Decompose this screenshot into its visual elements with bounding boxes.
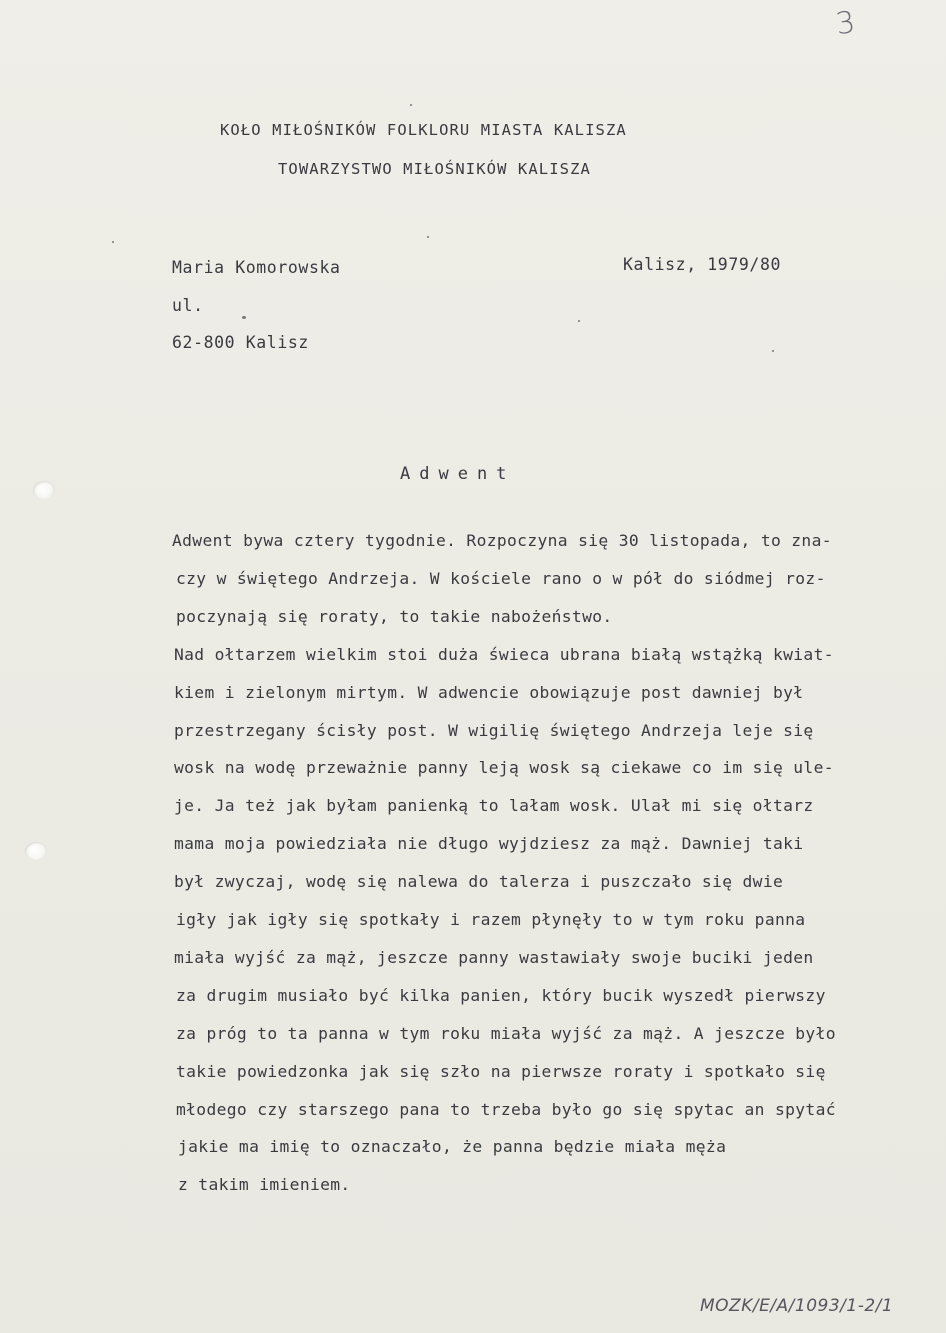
punch-hole [25,842,47,860]
body-line: kiem i zielonym mirtym. W adwencie obowiązuje post dawniej był [174,683,804,702]
body-line: Nad ołtarzem wielkim stoi duża świeca ubrana białą wstążką kwiat- [174,645,834,664]
body-line: czy w świętego Andrzeja. W kościele rano o w pół do siódmej roz- [176,569,826,588]
body-line: Adwent bywa cztery tygodnie. Rozpoczyna się 30 listopada, to zna- [172,531,832,550]
body-line: miała wyjść za mąż, jeszcze panny wastawiały swoje buciki jeden [174,948,814,967]
paper-speck [772,350,774,352]
paper-speck [427,236,429,238]
sender-street: ul. [172,296,204,315]
body-line: mama moja powiedziała nie długo wyjdziesz za mąż. Dawniej taki [174,834,804,853]
paper-speck [410,104,412,106]
document-date: Kalisz, 1979/80 [623,255,782,274]
body-line: za próg to ta panna w tym roku miała wyjść za mąż. A jeszcze było [176,1024,836,1043]
body-line: takie powiedzonka jak się szło na pierwsze roraty i spotkało się [176,1062,826,1081]
body-line: był zwyczaj, wodę się nalewa do talerza i puszczało się dwie [174,872,784,891]
page-number: 3 [833,4,858,43]
document-title: Adwent [400,464,516,484]
sender-name: Maria Komorowska [172,258,341,277]
paper-speck [112,241,114,243]
sender-city: 62-800 Kalisz [172,333,309,352]
body-line: przestrzegany ścisły post. W wigilię świętego Andrzeja leje się [174,721,814,740]
body-line: wosk na wodę przeważnie panny leją wosk są ciekawe co im się ule- [174,758,834,777]
header-line-2: TOWARZYSTWO MIŁOŚNIKÓW KALISZA [278,160,591,178]
body-line: młodego czy starszego pana to trzeba było go się spytac an spytać [176,1100,836,1119]
body-line: z takim imieniem. [178,1175,351,1194]
body-line: poczynają się roraty, to takie nabożeństwo. [176,607,613,626]
punch-hole [33,481,55,499]
header-line-1: KOŁO MIŁOŚNIKÓW FOLKLORU MIASTA KALISZA [220,121,627,139]
body-line: jakie ma imię to oznaczało, że panna będzie miała męża [178,1137,727,1156]
archive-reference: MOZK/E/A/1093/1-2/1 [700,1296,894,1316]
body-line: za drugim musiało być kilka panien, który bucik wyszedł pierwszy [176,986,826,1005]
paper-speck [242,316,246,319]
body-line: igły jak igły się spotkały i razem płynęły to w tym roku panna [176,910,806,929]
body-line: je. Ja też jak byłam panienką to lałam wosk. Ulał mi się ołtarz [174,796,814,815]
paper-speck [578,320,580,322]
